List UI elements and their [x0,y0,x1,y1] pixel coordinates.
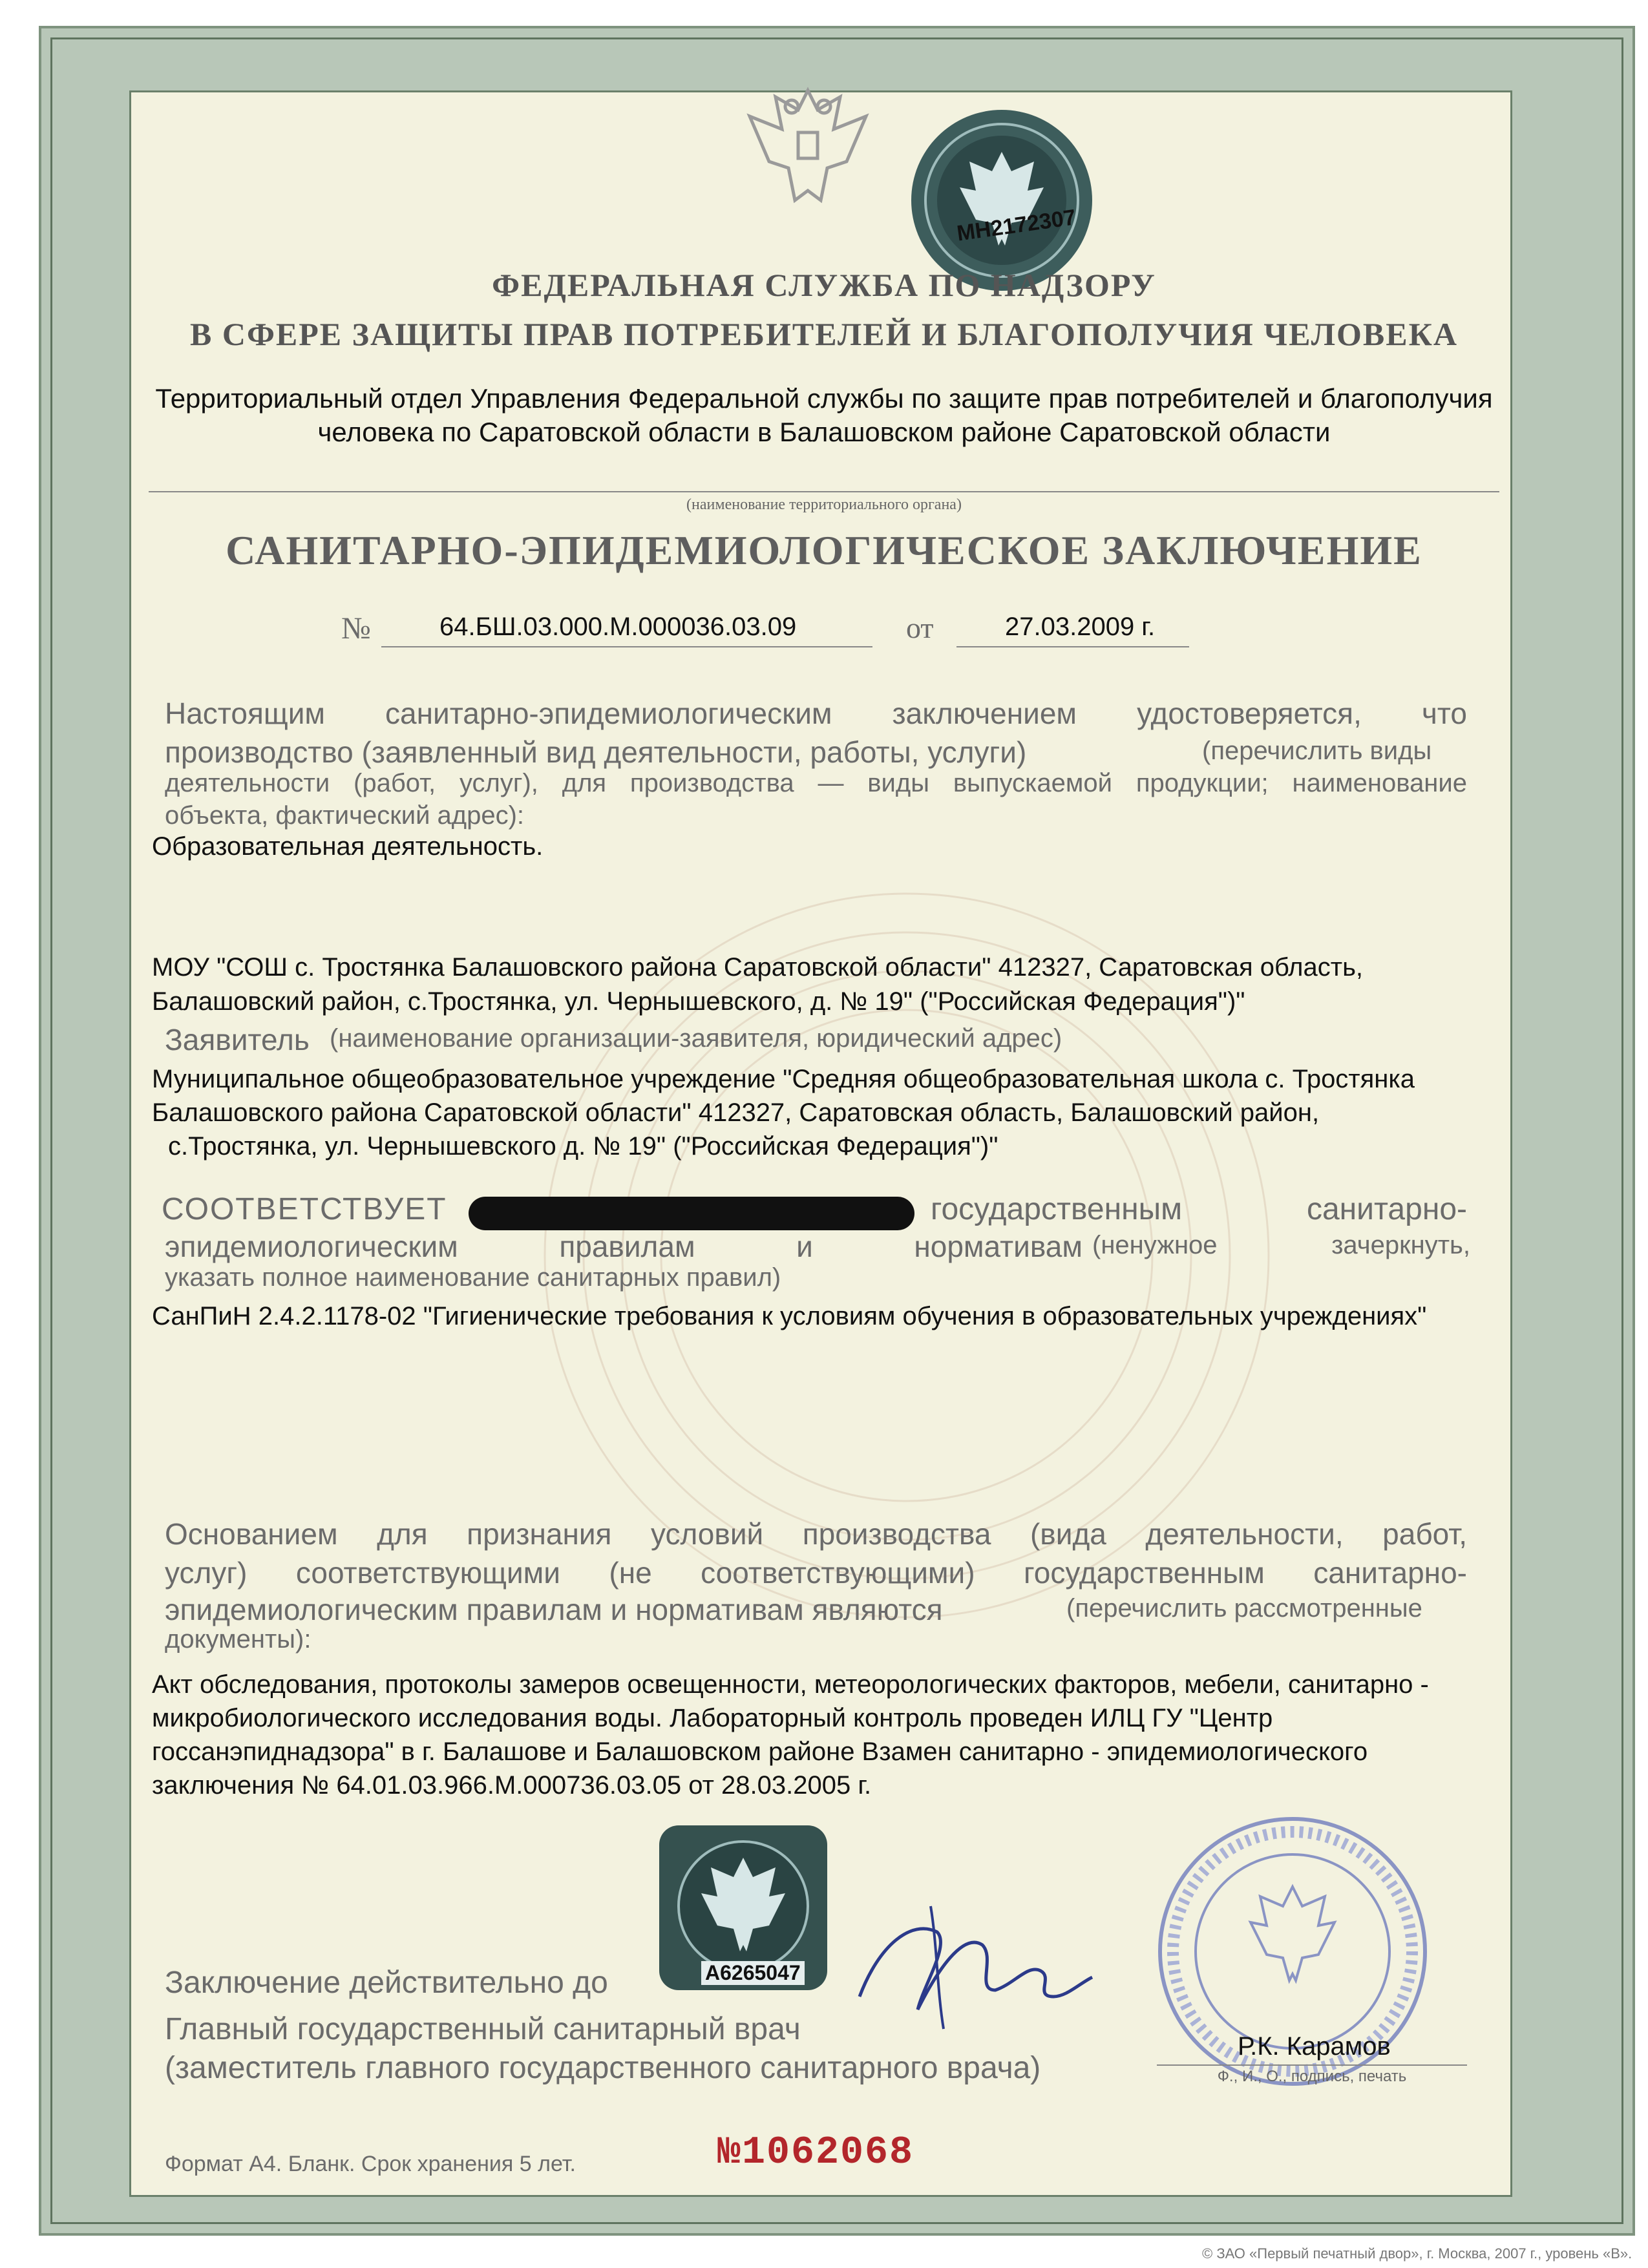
date-label: от [906,611,934,644]
form-number: №1062068 [717,2131,914,2175]
signer-role-deputy: (заместитель главного государственного санитарного врача) [165,2051,1041,2085]
basis-value-line3: госсанэпиднадзора" в г. Балашове и Балашовском районе Взамен санитарно - эпидемиологического [152,1738,1368,1766]
basis-line4: документы): [165,1625,312,1654]
activity-value: Образовательная деятельность. [152,832,544,861]
signer-name: Р.К. Карамов [1238,2032,1391,2061]
coat-of-arms-icon [737,71,879,213]
applicant-caption: (наименование организации-заявителя, юридический адрес) [330,1024,1062,1053]
hologram-serial: MH2172307 [955,205,1077,246]
certifies-text-line2a: производство (заявленный вид деятельности, работы, услуги) [165,735,1027,769]
date-underline [956,646,1189,647]
territorial-caption: (наименование территориального органа) [686,496,962,513]
signer-role: Главный государственный санитарный врач [165,2012,801,2046]
basis-line2: услуг) соответствующими (не соответствующими) государственным санитарно- [165,1556,1467,1590]
conformity-line1-rest: государственным санитарно- [931,1192,1467,1226]
territorial-body-line1: Территориальный отдел Управления Федеральной службы по защите прав потребителей и благополучия [155,383,1493,414]
hologram-sticker-serial: A6265047 [701,1961,805,1985]
certifies-text-line2b: (перечислить виды [1202,737,1432,765]
conformity-line2a: эпидемиологическим правилам и нормативам [165,1230,1083,1263]
number-value: 64.БШ.03.000.М.000036.03.09 [439,613,797,641]
certifies-text-line3: деятельности (работ, услуг), для производства — виды выпускаемой продукции; наименование [165,769,1467,797]
applicant-line1: Муниципальное общеобразовательное учреждение "Средняя общеобразовательная школа с. Тростянка [152,1065,1415,1093]
date-value: 27.03.2009 г. [1005,613,1156,641]
conformity-line3: указать полное наименование санитарных правил) [165,1263,781,1292]
object-address-line1: МОУ "СОШ с. Тростянка Балашовского района Саратовской области" 412327, Саратовская область, [152,953,1364,982]
certifies-text-line1: Настоящим санитарно-эпидемиологическим заключением удостоверяется, что [165,697,1467,730]
signer-underline [1157,2064,1467,2066]
document-title: САНИТАРНО-ЭПИДЕМИОЛОГИЧЕСКОЕ ЗАКЛЮЧЕНИЕ [226,527,1422,573]
applicant-label: Заявитель [165,1023,310,1056]
applicant-line2: Балашовского района Саратовской области" 412327, Саратовская область, Балашовский район, [152,1098,1320,1127]
basis-line3a: эпидемиологическим правилам и нормативам являются [165,1593,943,1626]
basis-value-line2: микробиологического исследования воды. Лабораторный контроль проведен ИЛЦ ГУ "Центр [152,1704,1273,1732]
territorial-body-line2: человека по Саратовской области в Балашовском районе Саратовской области [317,417,1331,447]
territorial-underline [149,491,1499,492]
conformity-line2b: (ненужное зачеркнуть, [1092,1231,1470,1259]
signer-caption: Ф., И., О., подпись, печать [1217,2068,1407,2085]
number-underline [381,646,872,647]
format-note: Формат А4. Бланк. Срок хранения 5 лет. [165,2152,576,2176]
number-label: № [341,611,371,646]
signature-icon [840,1893,1112,2042]
basis-line1: Основанием для признания условий производства (вида деятельности, работ, [165,1517,1467,1551]
validity-label: Заключение действительно до [165,1966,608,2000]
object-address-line2: Балашовский район, с.Тростянка, ул. Чернышевского, д. № 19" ("Российская Федерация")" [152,987,1245,1016]
redaction-bar [469,1197,914,1230]
conformity-word: СООТВЕТСТВУЕТ [162,1192,447,1226]
basis-line3b: (перечислить рассмотренные [1066,1594,1422,1622]
agency-name-line2: В СФЕРЕ ЗАЩИТЫ ПРАВ ПОТРЕБИТЕЛЕЙ И БЛАГОПОЛУЧИЯ ЧЕЛОВЕКА [190,316,1458,352]
basis-value-line4: заключения № 64.01.03.966.М.000736.03.05 от 28.03.2005 г. [152,1771,872,1800]
basis-value-line1: Акт обследования, протоколы замеров освещенности, метеорологических факторов, мебели, санитарно - [152,1670,1429,1699]
applicant-line3: с.Тростянка, ул. Чернышевского д. № 19" ("Российская Федерация")" [168,1132,998,1160]
certifies-text-line4: объекта, фактический адрес): [165,801,525,830]
sanitary-rules-value: СанПиН 2.4.2.1178-02 "Гигиенические требования к условиям обучения в образовательных учреждениях" [152,1302,1427,1330]
agency-name-line1: ФЕДЕРАЛЬНАЯ СЛУЖБА ПО НАДЗОРУ [492,267,1156,303]
printer-credit: © ЗАО «Первый печатный двор», г. Москва, 2007 г., уровень «В». [1202,2245,1632,2262]
